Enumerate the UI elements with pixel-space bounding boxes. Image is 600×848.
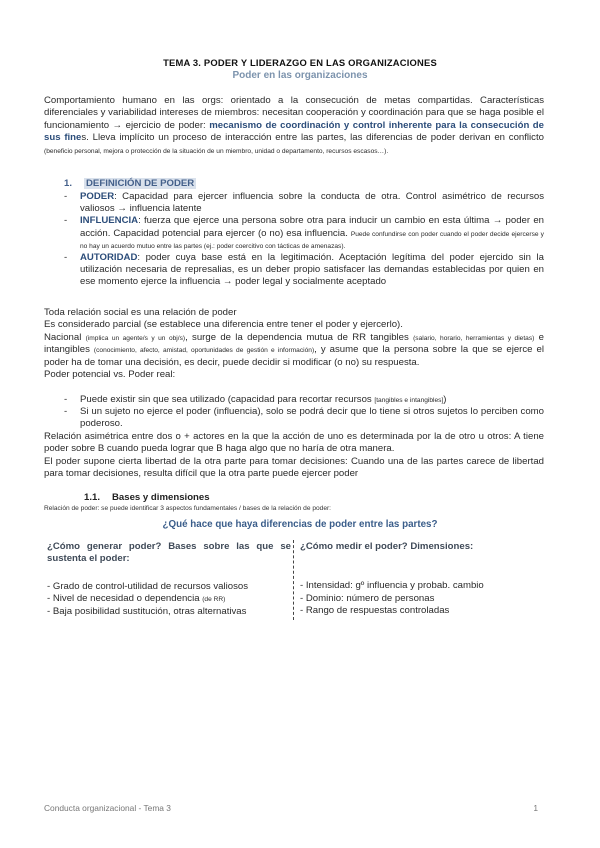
bases-column	[47, 541, 291, 618]
potencial-title: Poder potencial vs. Poder real:	[44, 369, 176, 381]
document-subtitle: Poder en las organizaciones	[232, 70, 368, 81]
line-parcial: Es considerado parcial (se establece una diferencia entre tener el poder y ejercerlo).	[44, 319, 403, 331]
line-relacion-social: Toda relación social es una relación de poder	[44, 307, 237, 318]
bases-item	[47, 593, 291, 605]
bullet-influencia-text: : fuerza que ejerce una persona sobre otra para inducir un cambio en esta última → poder en acción. Capacidad potencial para ejercer (o no) esa influencia.	[80, 215, 544, 239]
intro-text-1: Comportamiento humano en las orgs: orientado a la consecución de metas compartidas. Características diferenciales y variabilidad intereses de miembros: necesitan cooperación y coordinación para que se haga posible el funcionamiento → ejercicio de poder:	[44, 95, 544, 131]
intro-text-2: s. Lleva implícito un proceso de interacción entre las partes, las diferencias de poder derivan en conflicto	[81, 132, 544, 144]
document-title: TEMA 3. PODER Y LIDERAZGO EN LAS ORGANIZACIONES	[163, 57, 437, 68]
nacional-paragraph	[44, 332, 544, 369]
term-autoridad: AUTORIDAD	[80, 252, 138, 264]
subsection-title: Bases y dimensiones	[112, 492, 210, 503]
subsection-note: Relación de poder: se puede identificar 3 aspectos fundamentales / bases de la relación de poder:	[44, 505, 332, 512]
subsection-number: 1.1.	[84, 492, 101, 503]
nacional-c: e intangibles	[44, 331, 544, 356]
potencial-bullet: - Si un sujeto no ejerce el poder (influencia), solo se podrá decir que lo tiene si otros sujetos lo perciben como poderoso.	[64, 406, 544, 430]
bases-item-small: (de RR)	[202, 596, 226, 604]
libertad-paragraph: El poder supone cierta libertad de la otra parte para tomar decisiones: Cuando una de las partes carece de libertad para tomar decisiones, resulta difícil que la otra parte puede ejercer poder	[44, 455, 544, 480]
bases-item: - Baja posibilidad sustitución, otras alternativas	[47, 605, 247, 617]
bullet-influencia: - INFLUENCIA: fuerza que ejerce una persona sobre otra para inducir un cambio en esta última → poder en acción. Capacidad potencial para ejercer (o no) esa influencia. Puede confundirse con poder cuando el poder decide ejercerse y no hay un acuerdo mutuo entre las partes (ej.: poder coercitivo con tácticas de amenazas).	[64, 215, 544, 250]
intro-paragraph	[44, 95, 544, 157]
subsection-heading	[84, 492, 210, 503]
potencial-bullet: - Puede existir sin que sea utilizado (capacidad para recortar recursos [tangibles e intangibles])	[64, 394, 447, 405]
dimensiones-column	[300, 541, 544, 618]
relacion-paragraph: Relación asimétrica entre dos o + actores en la que la acción de uno es determinada por la de otro u otros: A tiene poder sobre B cuando pueda lograr que B haga algo que no haría de otra manera.	[44, 431, 544, 455]
page-number: 1	[533, 803, 538, 813]
potencial-bullets	[64, 394, 544, 431]
body-block	[44, 307, 544, 381]
term-influencia: INFLUENCIA	[80, 215, 139, 227]
section-number: 1.	[64, 178, 73, 189]
term-poder: PODER	[80, 191, 115, 202]
section-heading: DEFINICIÓN DE PODER	[86, 178, 195, 189]
potencial-bullet-1-end: )	[443, 394, 447, 405]
question-heading: ¿Qué hace que haya diferencias de poder entre las partes?	[162, 519, 438, 530]
dimensiones-item: - Dominio: número de personas	[300, 592, 435, 604]
intro-small: (beneficio personal, mejora o protección de la situación de un miembro, unidad o departamento, recursos escasos…).	[44, 147, 389, 155]
bases-item-text: - Nivel de necesidad o dependencia	[47, 593, 203, 605]
nacional-c-small: (conocimiento, afecto, amistad, oportunidades de gestión e información)	[93, 347, 315, 355]
dimensiones-item: - Intensidad: gº influencia y probab. cambio	[300, 580, 484, 592]
dimensiones-heading: ¿Cómo medir el poder? Dimensiones:	[300, 541, 474, 552]
potencial-bullet-1-small: [tangibles e intangibles]	[374, 397, 444, 404]
dimensiones-item: - Rango de respuestas controladas	[300, 605, 450, 617]
potencial-bullet-1-text: Puede existir sin que sea utilizado (capacidad para recortar recursos	[80, 394, 375, 405]
dimensiones-list	[300, 580, 544, 617]
bullet-autoridad: - AUTORIDAD: poder cuya base está en la legitimación. Aceptación legítima del poder ejercido sin la utilización necesaria de represalias, es un deber propio satisfacer las demandas establecidas por quien en ese momento ejerce la influencia → poder legal y socialmente aceptado	[64, 252, 544, 288]
nacional-d: , y asume que la persona sobre la que se ejerce el poder ha de tomar una decisión, es decir, puede decidir si modificar (o no) su respuesta.	[44, 344, 544, 368]
bullet-influencia-small: Puede confundirse con poder cuando el poder decide ejercerse y no hay un acuerdo mutuo entre las partes (ej.: poder coercitivo con tácticas de amenazas).	[80, 230, 544, 250]
intro-highlight: mecanismo de coordinación y control inherente para la consecución de sus fine	[44, 119, 544, 144]
bases-heading: ¿Cómo generar poder? Bases sobre las que se sustenta el poder:	[47, 541, 291, 565]
nacional-a-small: (implica un agente/s y un obj/s)	[85, 334, 186, 342]
bullet-autoridad-text: : poder cuya base está en la legitimación. Aceptación legítima del poder ejercido sin la utilización necesaria de represalias, es un deber propio satisfacer las demandas establecidas por quien en ese momento ejerce la influencia → poder legal y socialmente aceptado	[80, 252, 544, 288]
bullet-poder-text: : Capacidad para ejercer influencia sobre la conducta de otra. Control asimétrico de recursos valiosos → influencia latente	[80, 191, 544, 215]
nacional-b-small: (salario, horario, herramientas y dietas)	[413, 334, 535, 342]
footer-text: Conducta organizacional - Tema 3	[44, 803, 171, 813]
potencial-bullet-2-text: Si un sujeto no ejerce el poder (influencia), solo se podrá decir que lo tiene si otros sujetos lo perciben como poderoso.	[80, 406, 544, 430]
bullet-poder: - PODER: Capacidad para ejercer influencia sobre la conducta de otra. Control asimétrico de recursos valiosos → influencia latente	[64, 191, 544, 215]
nacional-b: , surge de la dependencia mutua de RR tangibles	[185, 331, 414, 343]
bases-item: - Grado de control-utilidad de recursos valiosos	[47, 580, 249, 592]
bases-list	[47, 581, 291, 618]
definition-bullets	[64, 191, 544, 289]
page-footer	[44, 803, 544, 813]
nacional-a: Nacional	[44, 331, 86, 343]
column-divider	[293, 540, 294, 620]
relacion-block	[44, 431, 544, 481]
